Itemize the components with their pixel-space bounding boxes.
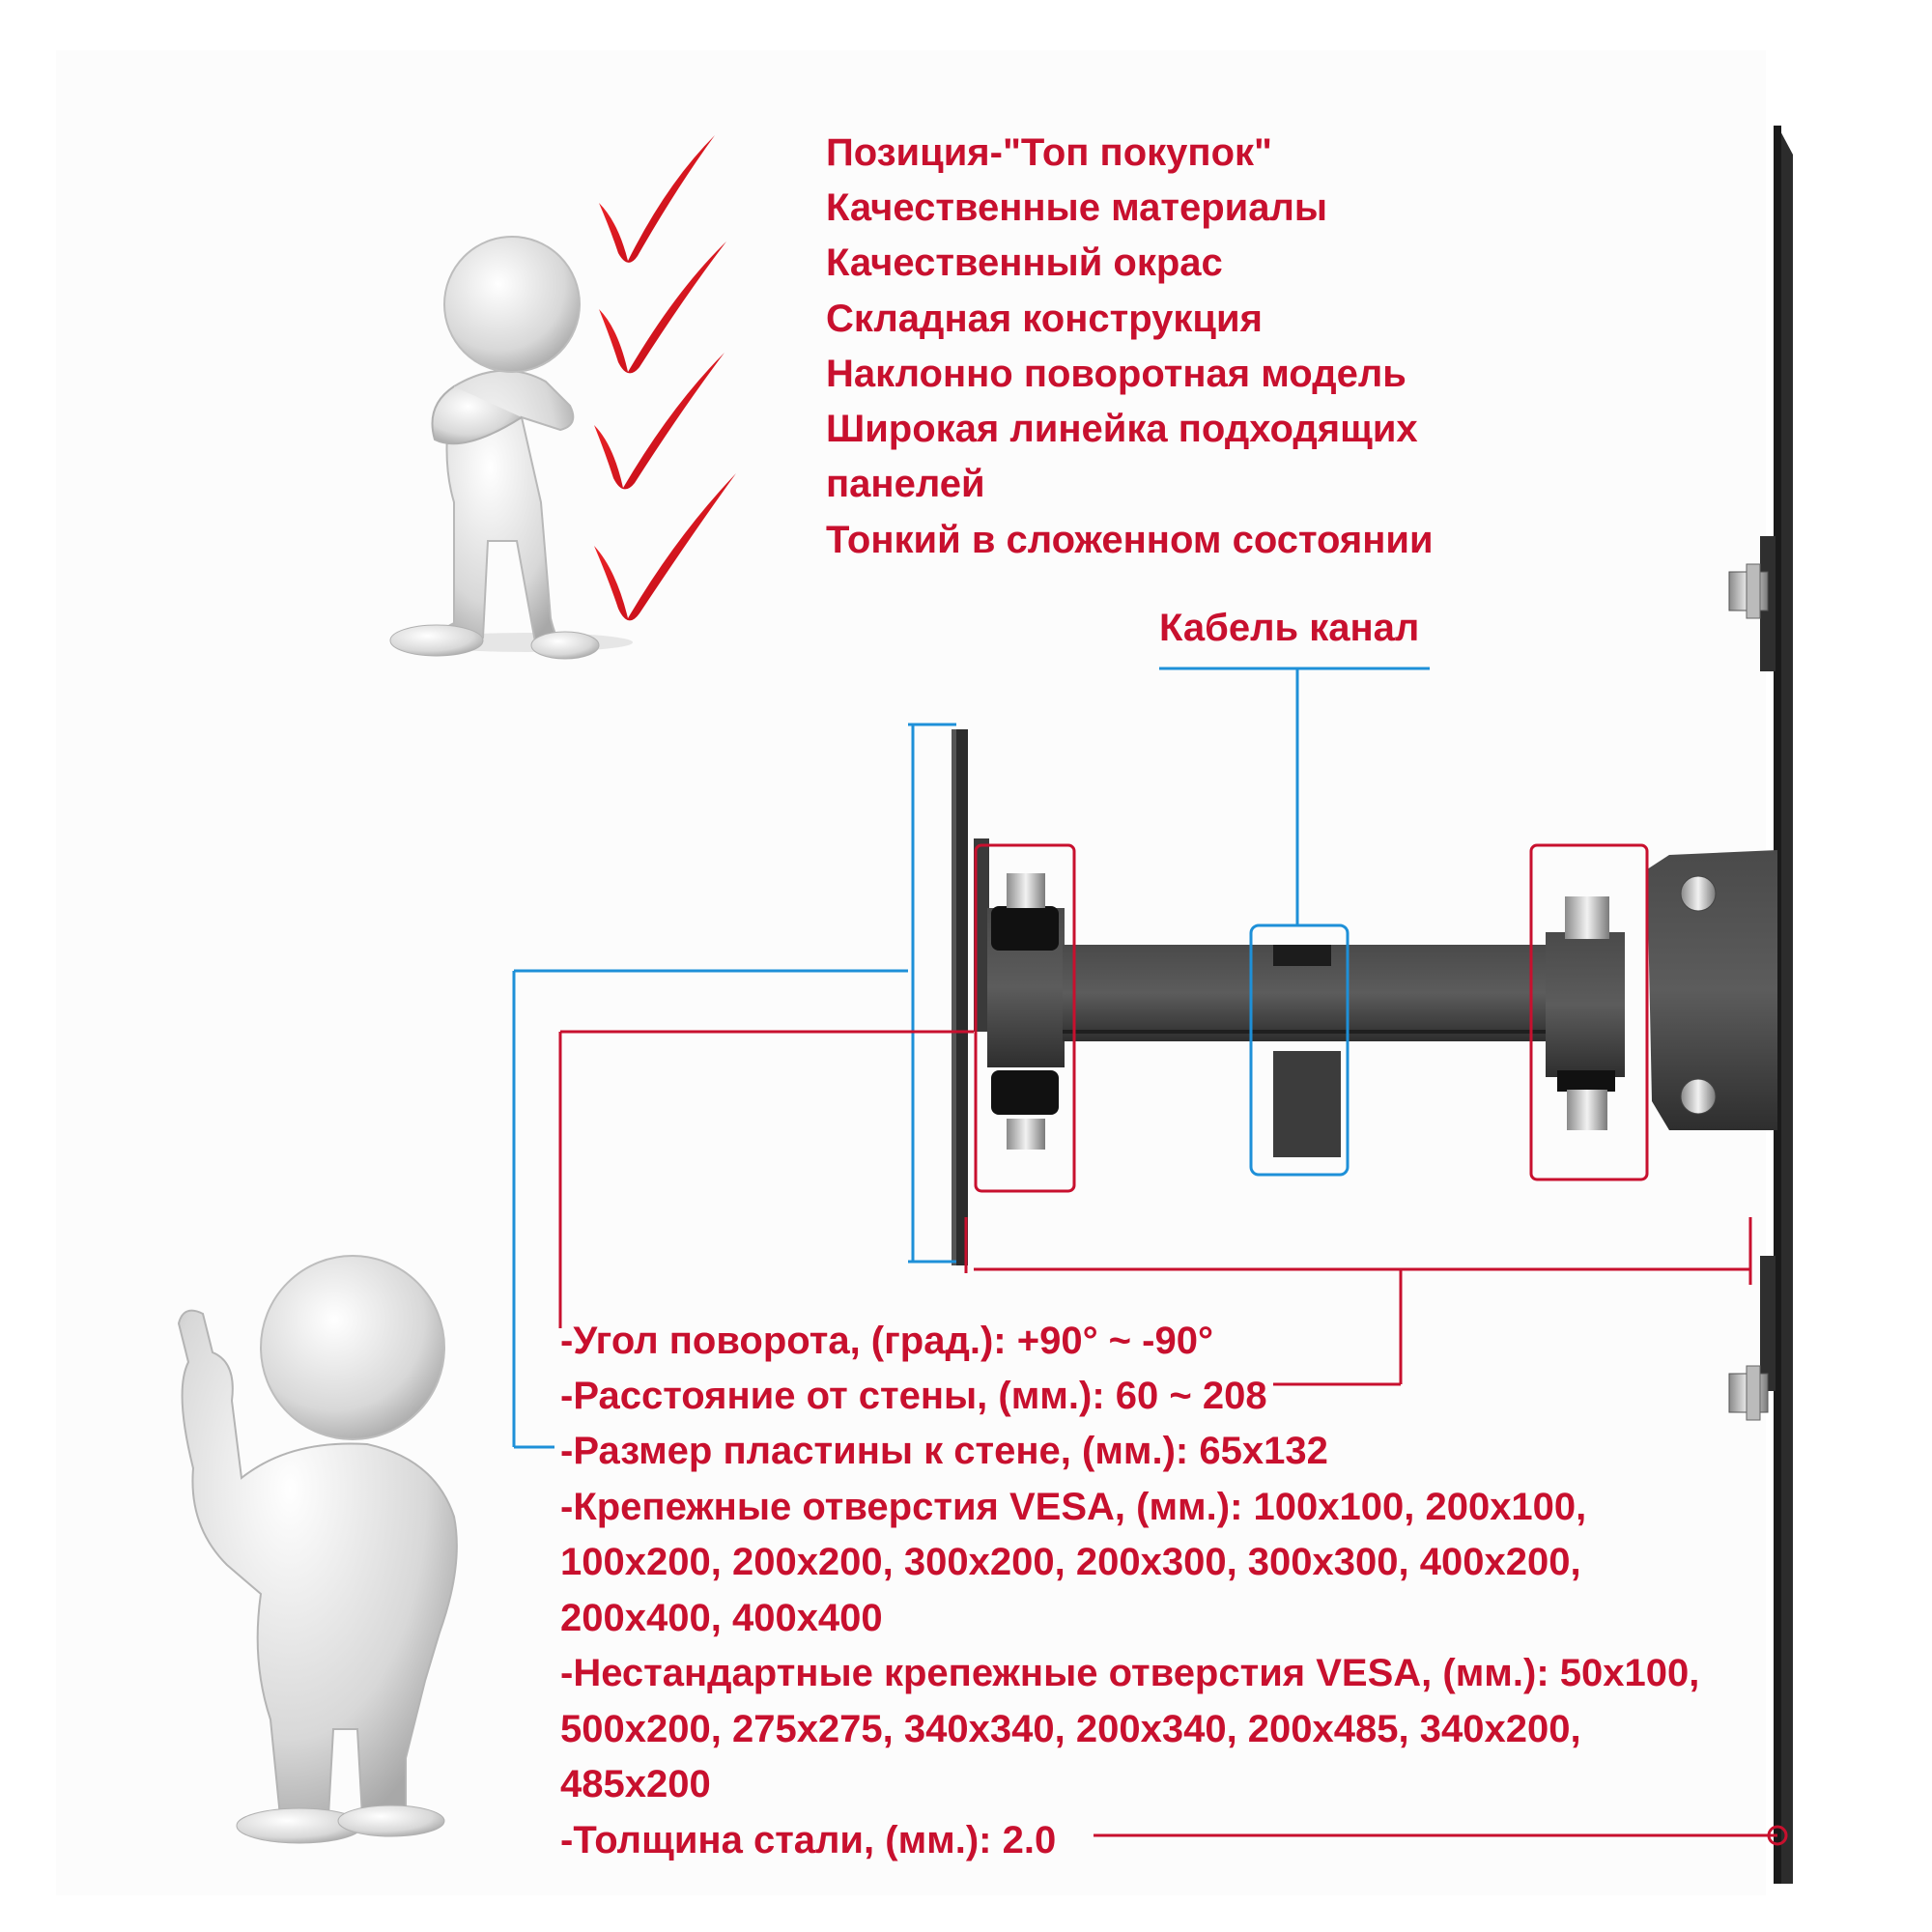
feature-wide-range-cont: панелей: [826, 463, 985, 505]
feature-slim-folded: Тонкий в сложенном состоянии: [826, 519, 1434, 561]
screw-icon: [1681, 876, 1716, 911]
plate-bolt: [1729, 1366, 1768, 1420]
spec-rotation-angle: -Угол поворота, (град.): +90° ~ -90°: [560, 1320, 1213, 1362]
spec-plate-size: -Размер пластины к стене, (мм.): 65х132: [560, 1430, 1328, 1472]
feature-wide-range: Широкая линейка подходящих: [826, 408, 1418, 450]
feature-top-sales: Позиция-"Топ покупок": [826, 131, 1272, 174]
plate-slot: [1760, 1256, 1776, 1391]
screw-icon: [1681, 1079, 1716, 1114]
spec-nonstandard-vesa-cont-2: 485х200: [560, 1763, 711, 1805]
feature-quality-paint: Качественный окрас: [826, 242, 1223, 284]
spec-vesa-cont-1: 100х200, 200х200, 300х200, 200х300, 300х300, 400х200,: [560, 1541, 1581, 1583]
feature-tilt-swivel: Наклонно поворотная модель: [826, 353, 1406, 395]
spec-steel-thickness: -Толщина стали, (мм.): 2.0: [560, 1819, 1057, 1861]
feature-quality-materials: Качественные материалы: [826, 186, 1328, 229]
spec-vesa-cont-2: 200х400, 400х400: [560, 1597, 883, 1639]
plate-bolt: [1729, 564, 1768, 618]
spec-nonstandard-vesa-cont-1: 500х200, 275х275, 340х340, 200х340, 200х485, 340х200,: [560, 1708, 1581, 1750]
spec-wall-distance: -Расстояние от стены, (мм.): 60 ~ 208: [560, 1375, 1267, 1417]
spec-vesa: -Крепежные отверстия VESA, (мм.): 100х100, 200х100,: [560, 1486, 1587, 1528]
cable-channel-label: Кабель канал: [1159, 607, 1420, 649]
wall-plate: [956, 729, 968, 1265]
feature-folding-design: Складная конструкция: [826, 298, 1263, 340]
spec-nonstandard-vesa: -Нестандартные крепежные отверстия VESA, (мм.): 50х100,: [560, 1652, 1700, 1694]
